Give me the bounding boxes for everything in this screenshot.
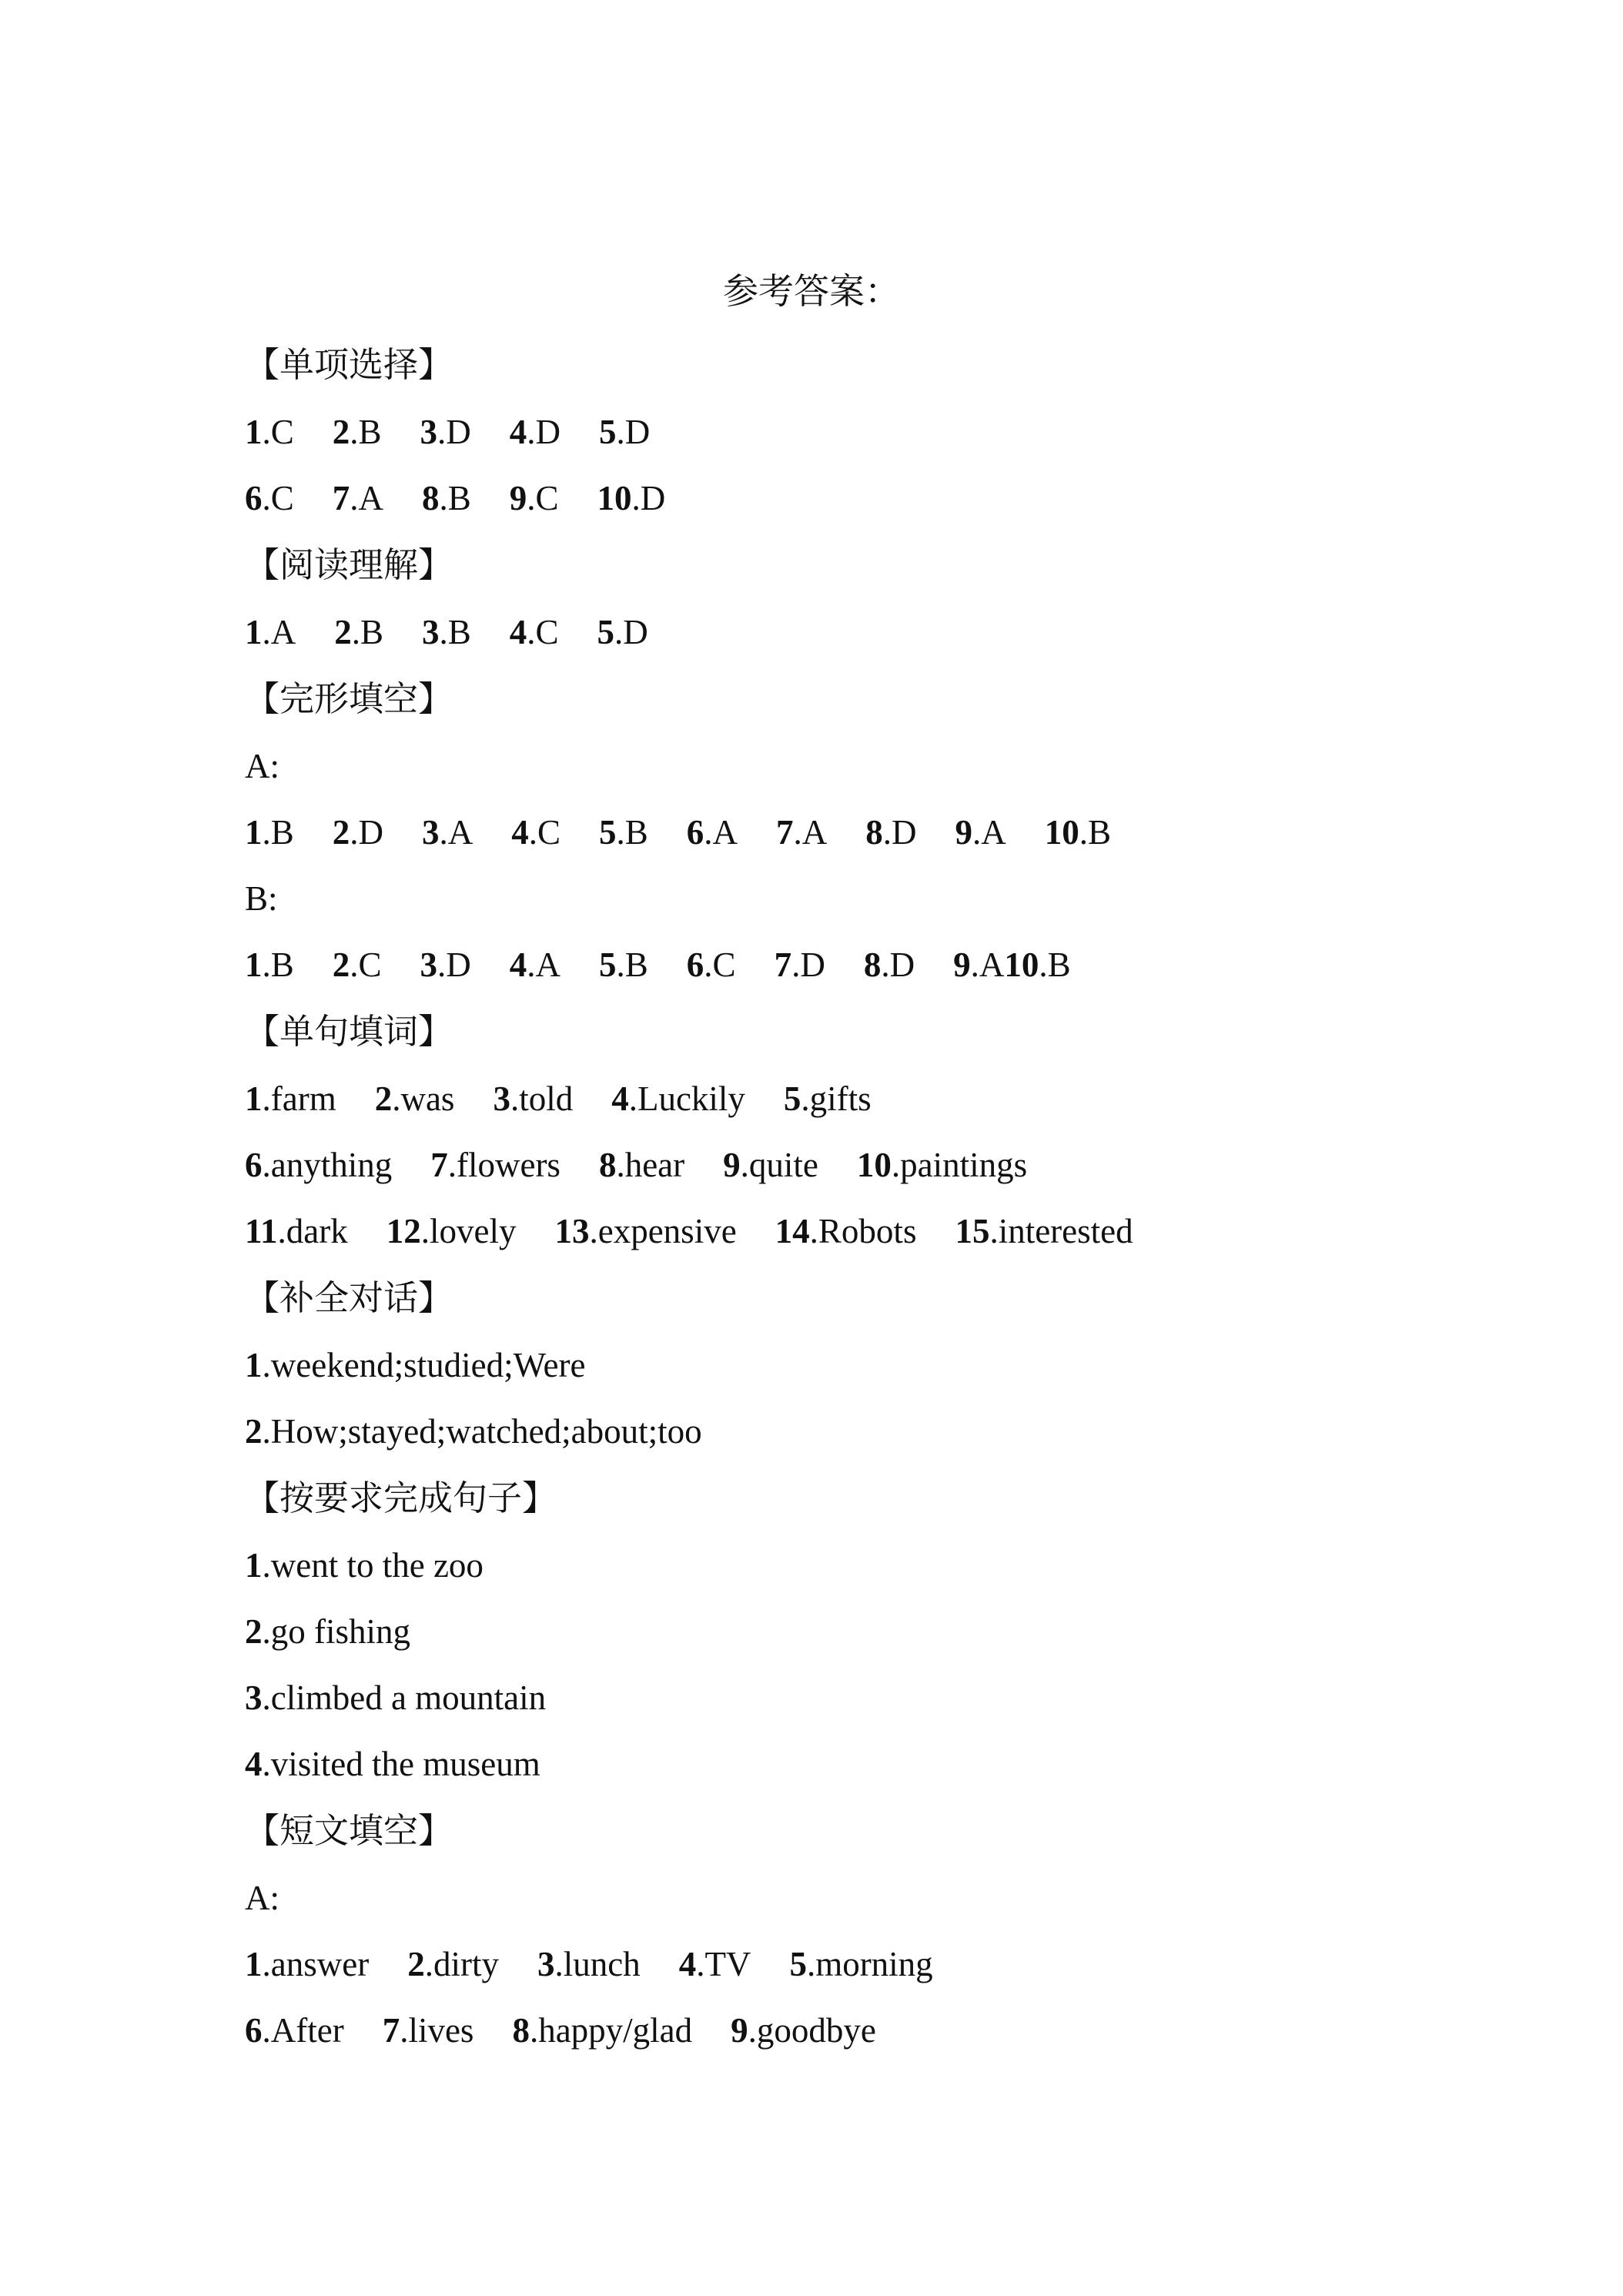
answer-item bbox=[955, 799, 1006, 865]
answer-text: .B bbox=[351, 613, 384, 651]
answer-number: 5 bbox=[597, 613, 615, 651]
answer-item bbox=[1045, 799, 1111, 865]
answer-number: 1 bbox=[245, 946, 263, 984]
answer-text: .A bbox=[262, 613, 296, 651]
section-header: 【单句填词】 bbox=[245, 1011, 453, 1052]
answer-item bbox=[245, 1598, 410, 1665]
answer-text: .B bbox=[262, 813, 294, 852]
answer-line bbox=[245, 1731, 1554, 1797]
answer-number: 3 bbox=[537, 1945, 555, 1983]
answer-item bbox=[731, 1997, 876, 2063]
answer-number: 12 bbox=[386, 1212, 421, 1250]
answer-text: .B bbox=[439, 479, 471, 517]
answer-text: .C bbox=[262, 413, 294, 451]
answer-text: .answer bbox=[262, 1945, 370, 1983]
answer-number: 7 bbox=[774, 946, 792, 984]
answer-text: .B bbox=[262, 946, 294, 984]
answer-number: 4 bbox=[678, 1945, 697, 1983]
answer-text: .A bbox=[704, 813, 738, 852]
answer-text: .How;stayed;watched;about;too bbox=[262, 1412, 702, 1451]
section-header: 【短文填空】 bbox=[245, 1810, 453, 1851]
answer-item bbox=[865, 799, 916, 865]
answer-text: .B bbox=[616, 813, 648, 852]
answer-item bbox=[245, 399, 294, 465]
answer-line bbox=[245, 399, 1554, 465]
answer-text: .visited the museum bbox=[262, 1745, 540, 1783]
answer-item bbox=[687, 932, 736, 998]
answer-item bbox=[723, 1132, 818, 1198]
answer-text: .goodbye bbox=[748, 2011, 876, 2050]
answer-item bbox=[245, 1132, 392, 1198]
answer-text: .go fishing bbox=[262, 1612, 411, 1651]
answer-number: 8 bbox=[863, 946, 882, 984]
answer-text: .paintings bbox=[891, 1146, 1028, 1184]
answer-number: 4 bbox=[509, 946, 527, 984]
answer-item bbox=[953, 932, 1004, 998]
answer-line bbox=[245, 1665, 1554, 1731]
answer-item bbox=[493, 1066, 573, 1132]
answer-item bbox=[333, 932, 382, 998]
answer-item bbox=[422, 799, 473, 865]
answer-number: 1 bbox=[245, 1945, 263, 1983]
answer-number: 4 bbox=[611, 1079, 629, 1118]
answer-number: 2 bbox=[334, 613, 352, 651]
answer-text: .hear bbox=[616, 1146, 685, 1184]
answer-text: .B bbox=[350, 413, 382, 451]
answer-text: .After bbox=[262, 2011, 344, 2050]
answer-number: 5 bbox=[599, 413, 617, 451]
answer-item bbox=[510, 932, 561, 998]
answer-number: 2 bbox=[332, 413, 350, 451]
answer-item bbox=[422, 599, 471, 665]
part-label: A: bbox=[245, 747, 279, 785]
answer-line bbox=[245, 1066, 1554, 1132]
answer-item bbox=[784, 1066, 872, 1132]
answer-item bbox=[375, 1066, 455, 1132]
answer-text: .Luckily bbox=[628, 1079, 745, 1118]
answer-item bbox=[245, 1997, 344, 2063]
answer-text: .happy/glad bbox=[529, 2011, 693, 2050]
answer-line bbox=[245, 1398, 1554, 1464]
answer-item bbox=[775, 1198, 917, 1264]
answer-text: .B bbox=[616, 946, 648, 984]
answer-line bbox=[245, 1598, 1554, 1665]
section-header: 【补全对话】 bbox=[245, 1277, 453, 1318]
answer-text: .dirty bbox=[424, 1945, 499, 1983]
answer-text: .gifts bbox=[801, 1079, 872, 1118]
answer-item bbox=[775, 932, 825, 998]
answer-item bbox=[245, 465, 294, 531]
answer-item bbox=[245, 1398, 702, 1464]
page-title: 参考答案： bbox=[723, 270, 900, 312]
answer-number: 2 bbox=[245, 1412, 263, 1451]
answer-item bbox=[512, 1997, 692, 2063]
answer-text: .D bbox=[882, 813, 917, 852]
answer-text: .C bbox=[704, 946, 736, 984]
answer-text: .was bbox=[392, 1079, 455, 1118]
answer-number: 1 bbox=[245, 1546, 263, 1585]
answer-text: .A bbox=[439, 813, 474, 852]
answer-number: 3 bbox=[422, 813, 440, 852]
answer-text: .D bbox=[614, 613, 648, 651]
answer-item bbox=[420, 399, 471, 465]
answer-number: 1 bbox=[245, 613, 263, 651]
answer-item bbox=[554, 1198, 736, 1264]
answer-number: 4 bbox=[509, 613, 527, 651]
answer-text: .D bbox=[791, 946, 825, 984]
answer-number: 7 bbox=[382, 2011, 400, 2050]
answer-number: 9 bbox=[509, 479, 527, 517]
answer-text: .morning bbox=[806, 1945, 933, 1983]
answer-item bbox=[599, 1132, 684, 1198]
answer-number: 2 bbox=[332, 813, 350, 852]
answer-item bbox=[387, 1198, 517, 1264]
answer-item bbox=[383, 1997, 474, 2063]
answer-text: .Robots bbox=[809, 1212, 917, 1250]
answer-number: 3 bbox=[493, 1079, 510, 1118]
answer-item bbox=[511, 799, 561, 865]
answer-text: .anything bbox=[262, 1146, 393, 1184]
answer-text: .B bbox=[1079, 813, 1112, 852]
answer-number: 1 bbox=[245, 813, 263, 852]
answer-number: 7 bbox=[776, 813, 794, 852]
answer-text: .B bbox=[439, 613, 471, 651]
answer-number: 8 bbox=[422, 479, 440, 517]
answer-number: 10 bbox=[856, 1146, 892, 1184]
answer-number: 1 bbox=[245, 413, 263, 451]
answer-number: 4 bbox=[509, 413, 527, 451]
answer-number: 5 bbox=[599, 946, 617, 984]
answer-number: 5 bbox=[783, 1079, 801, 1118]
answer-text: .D bbox=[350, 813, 384, 852]
answer-text: .C bbox=[528, 813, 561, 852]
answer-item bbox=[857, 1132, 1027, 1198]
answer-line bbox=[245, 1931, 1554, 1997]
answer-number: 14 bbox=[775, 1212, 810, 1250]
part-label: A: bbox=[245, 1879, 279, 1917]
answer-item bbox=[245, 1532, 484, 1598]
answer-text: .A bbox=[972, 813, 1006, 852]
answer-item bbox=[789, 1931, 932, 1997]
answer-text: .D bbox=[527, 413, 561, 451]
answer-text: .flowers bbox=[447, 1146, 561, 1184]
answer-number: 7 bbox=[332, 479, 350, 517]
answer-number: 4 bbox=[511, 813, 529, 852]
answer-text: .C bbox=[527, 613, 559, 651]
answer-number: 6 bbox=[245, 1146, 263, 1184]
answer-item bbox=[611, 1066, 745, 1132]
answer-item bbox=[864, 932, 915, 998]
answer-line bbox=[245, 1198, 1554, 1264]
answer-number: 7 bbox=[430, 1146, 448, 1184]
answer-line bbox=[245, 1132, 1554, 1198]
answer-item bbox=[420, 932, 471, 998]
answer-number: 2 bbox=[332, 946, 350, 984]
answer-number: 15 bbox=[955, 1212, 990, 1250]
answer-item bbox=[245, 932, 294, 998]
answer-text: .A bbox=[350, 479, 384, 517]
answer-text: .quite bbox=[740, 1146, 818, 1184]
answer-text: .told bbox=[510, 1079, 574, 1118]
answer-item bbox=[537, 1931, 641, 1997]
answer-number: 11 bbox=[245, 1212, 278, 1250]
answer-number: 6 bbox=[686, 946, 704, 984]
answer-line bbox=[245, 1532, 1554, 1598]
answer-text: .weekend;studied;Were bbox=[262, 1346, 586, 1384]
answer-number: 3 bbox=[422, 613, 440, 651]
answer-text: .D bbox=[437, 413, 471, 451]
answer-text: .D bbox=[881, 946, 915, 984]
answer-item bbox=[334, 599, 383, 665]
answer-item bbox=[430, 1132, 561, 1198]
answer-number: 10 bbox=[1004, 946, 1039, 984]
answer-number: 3 bbox=[245, 1678, 263, 1717]
answer-item bbox=[245, 1332, 585, 1398]
answer-text: .C bbox=[527, 479, 559, 517]
answer-text: .D bbox=[631, 479, 666, 517]
answer-item bbox=[245, 799, 294, 865]
answer-item bbox=[245, 1731, 540, 1797]
answer-number: 8 bbox=[598, 1146, 617, 1184]
section-header: 【完形填空】 bbox=[245, 678, 453, 719]
answer-text: .C bbox=[350, 946, 382, 984]
answer-text: .D bbox=[437, 946, 471, 984]
answer-number: 9 bbox=[955, 813, 973, 852]
answer-number: 13 bbox=[554, 1212, 590, 1250]
answer-number: 5 bbox=[599, 813, 617, 852]
answer-item bbox=[422, 465, 471, 531]
answer-item bbox=[599, 799, 648, 865]
answer-number: 10 bbox=[597, 479, 632, 517]
answer-number: 3 bbox=[420, 946, 438, 984]
answer-number: 9 bbox=[953, 946, 971, 984]
answer-item bbox=[245, 1066, 336, 1132]
answer-item bbox=[510, 465, 559, 531]
answer-number: 1 bbox=[245, 1346, 263, 1384]
answer-text: .interested bbox=[989, 1212, 1133, 1250]
answer-item bbox=[510, 399, 561, 465]
answer-number: 2 bbox=[407, 1945, 425, 1983]
answer-item bbox=[333, 465, 383, 531]
answer-number: 9 bbox=[731, 2011, 748, 2050]
answer-text: .A bbox=[527, 946, 561, 984]
answer-number: 2 bbox=[245, 1612, 263, 1651]
answer-number: 6 bbox=[686, 813, 704, 852]
answer-item bbox=[597, 599, 648, 665]
answer-text: .A bbox=[970, 946, 1005, 984]
answer-item bbox=[599, 399, 650, 465]
answer-text: .lunch bbox=[554, 1945, 641, 1983]
answer-item bbox=[597, 465, 666, 531]
answer-line bbox=[245, 1332, 1554, 1398]
answer-item bbox=[245, 1665, 546, 1731]
answer-text: .lives bbox=[400, 2011, 474, 2050]
answer-item bbox=[687, 799, 738, 865]
answer-item bbox=[245, 1931, 369, 1997]
answer-text: .lovely bbox=[420, 1212, 517, 1250]
section-header: 【单项选择】 bbox=[245, 344, 453, 385]
answer-number: 4 bbox=[245, 1745, 263, 1783]
answer-number: 10 bbox=[1044, 813, 1079, 852]
answer-item bbox=[1004, 932, 1070, 998]
answer-text: .expensive bbox=[589, 1212, 737, 1250]
answer-text: .B bbox=[1039, 946, 1071, 984]
answer-text: .dark bbox=[277, 1212, 348, 1250]
answer-line bbox=[245, 932, 1554, 998]
answer-item bbox=[679, 1931, 751, 1997]
answer-number: 6 bbox=[245, 479, 263, 517]
answer-item bbox=[333, 399, 382, 465]
answer-line bbox=[245, 1997, 1554, 2063]
answer-text: .C bbox=[262, 479, 294, 517]
answer-item bbox=[407, 1931, 499, 1997]
answer-number: 6 bbox=[245, 2011, 263, 2050]
answer-line bbox=[245, 465, 1554, 531]
answer-number: 9 bbox=[723, 1146, 741, 1184]
answer-item bbox=[599, 932, 648, 998]
answer-number: 5 bbox=[789, 1945, 807, 1983]
answer-line bbox=[245, 599, 1554, 665]
answer-text: .TV bbox=[696, 1945, 751, 1983]
answer-text: .farm bbox=[262, 1079, 336, 1118]
answer-line bbox=[245, 799, 1554, 865]
part-label: B: bbox=[245, 879, 278, 918]
answer-content bbox=[245, 331, 1554, 2063]
answer-number: 8 bbox=[865, 813, 883, 852]
answer-item bbox=[955, 1198, 1133, 1264]
answer-item bbox=[510, 599, 559, 665]
answer-number: 3 bbox=[420, 413, 438, 451]
section-header: 【按要求完成句子】 bbox=[245, 1478, 557, 1518]
answer-number: 8 bbox=[512, 2011, 530, 2050]
answer-item bbox=[776, 799, 827, 865]
answer-text: .D bbox=[616, 413, 651, 451]
answer-number: 1 bbox=[245, 1079, 263, 1118]
answer-text: .went to the zoo bbox=[262, 1546, 484, 1585]
answer-text: .climbed a mountain bbox=[262, 1678, 547, 1717]
section-header: 【阅读理解】 bbox=[245, 544, 453, 585]
answer-text: .A bbox=[793, 813, 828, 852]
answer-number: 2 bbox=[374, 1079, 393, 1118]
answer-item bbox=[245, 1198, 348, 1264]
answer-item bbox=[333, 799, 383, 865]
answer-item bbox=[245, 599, 296, 665]
